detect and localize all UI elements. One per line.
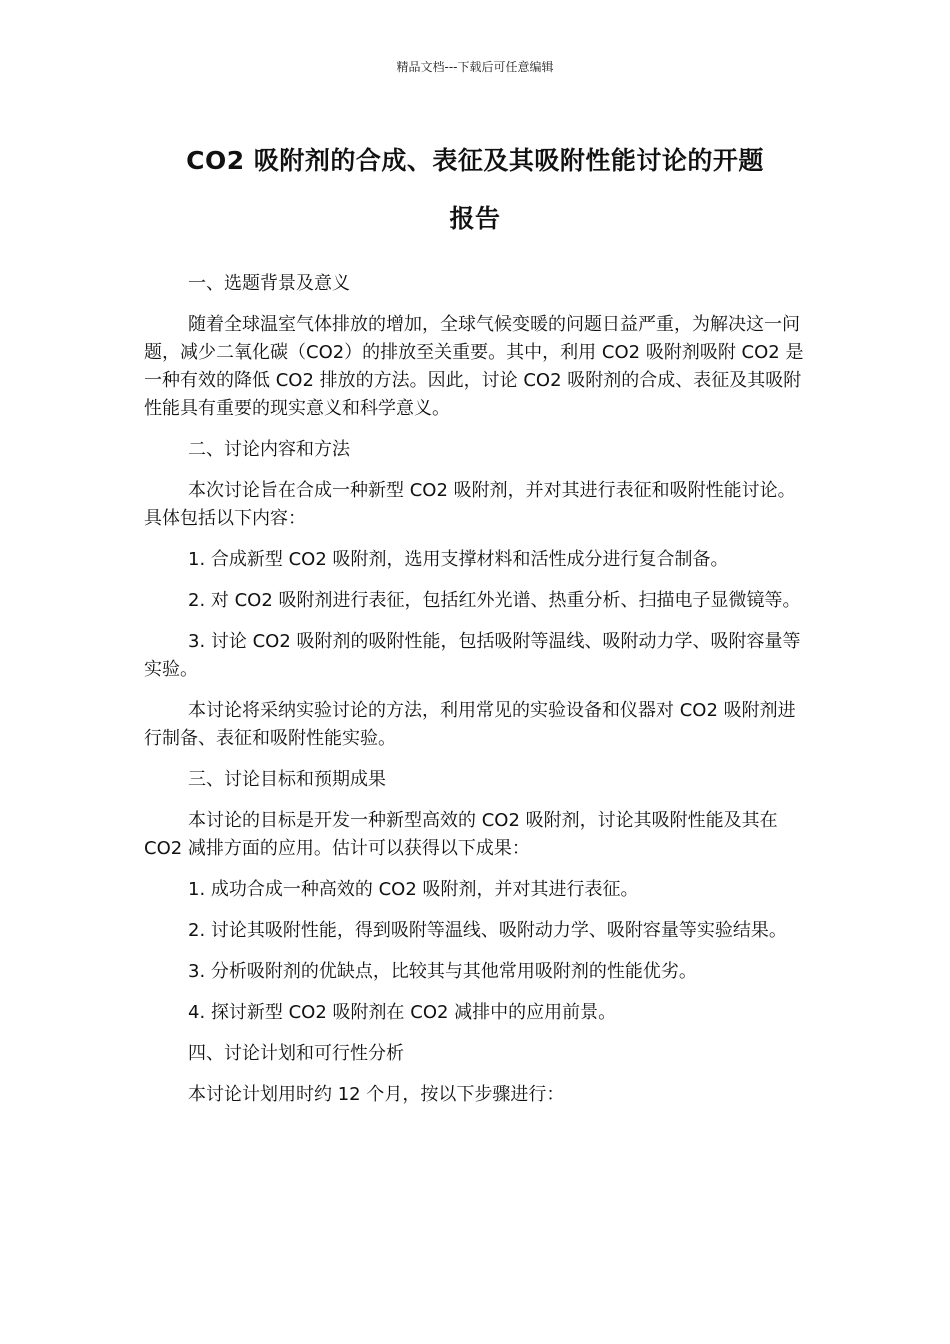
list-item: 1. 成功合成一种高效的 CO2 吸附剂，并对其进行表征。 bbox=[188, 879, 639, 900]
list-item: 1. 合成新型 CO2 吸附剂，选用支撑材料和活性成分进行复合制备。 bbox=[188, 549, 729, 570]
paragraph: 本次讨论旨在合成一种新型 CO2 吸附剂，并对其进行表征和吸附性能讨论。具体包括以下内容： bbox=[144, 480, 796, 529]
paragraph: 随着全球温室气体排放的增加，全球气候变暖的问题日益严重，为解决这一问题，减少二氧化碳（CO2）的排放至关重要。其中，利用 CO2 吸附剂吸附 CO2 是一种有效的降低 CO2 排放的方法。因此，讨论 CO2 吸附剂的合成、表征及其吸附性能具有重要的现实意义和科学意义。 bbox=[144, 314, 804, 419]
paragraph: 本讨论将采纳实验讨论的方法，利用常见的实验设备和仪器对 CO2 吸附剂进行制备、表征和吸附性能实验。 bbox=[144, 700, 796, 749]
list-item: 3. 分析吸附剂的优缺点，比较其与其他常用吸附剂的性能优劣。 bbox=[188, 961, 697, 982]
list-item: 3. 讨论 CO2 吸附剂的吸附性能，包括吸附等温线、吸附动力学、吸附容量等实验。 bbox=[144, 631, 801, 680]
section-heading-4: 四、讨论计划和可行性分析 bbox=[188, 1043, 404, 1064]
page-title bbox=[120, 132, 830, 248]
header-note: 精品文档---下载后可任意编辑 bbox=[396, 60, 554, 74]
paragraph: 本讨论计划用时约 12 个月，按以下步骤进行： bbox=[188, 1084, 565, 1105]
section-heading-1: 一、选题背景及意义 bbox=[188, 273, 350, 294]
document-body bbox=[144, 270, 806, 1122]
title-line-1: CO2 吸附剂的合成、表征及其吸附性能讨论的开题 bbox=[186, 146, 764, 175]
section-heading-2: 二、讨论内容和方法 bbox=[188, 439, 350, 460]
paragraph: 本讨论的目标是开发一种新型高效的 CO2 吸附剂，讨论其吸附性能及其在 CO2 减排方面的应用。估计可以获得以下成果： bbox=[144, 810, 778, 859]
section-heading-3: 三、讨论目标和预期成果 bbox=[188, 769, 386, 790]
title-line-2: 报告 bbox=[449, 204, 501, 233]
list-item: 2. 讨论其吸附性能，得到吸附等温线、吸附动力学、吸附容量等实验结果。 bbox=[188, 920, 787, 941]
list-item: 2. 对 CO2 吸附剂进行表征，包括红外光谱、热重分析、扫描电子显微镜等。 bbox=[188, 590, 801, 611]
list-item: 4. 探讨新型 CO2 吸附剂在 CO2 减排中的应用前景。 bbox=[188, 1002, 617, 1023]
